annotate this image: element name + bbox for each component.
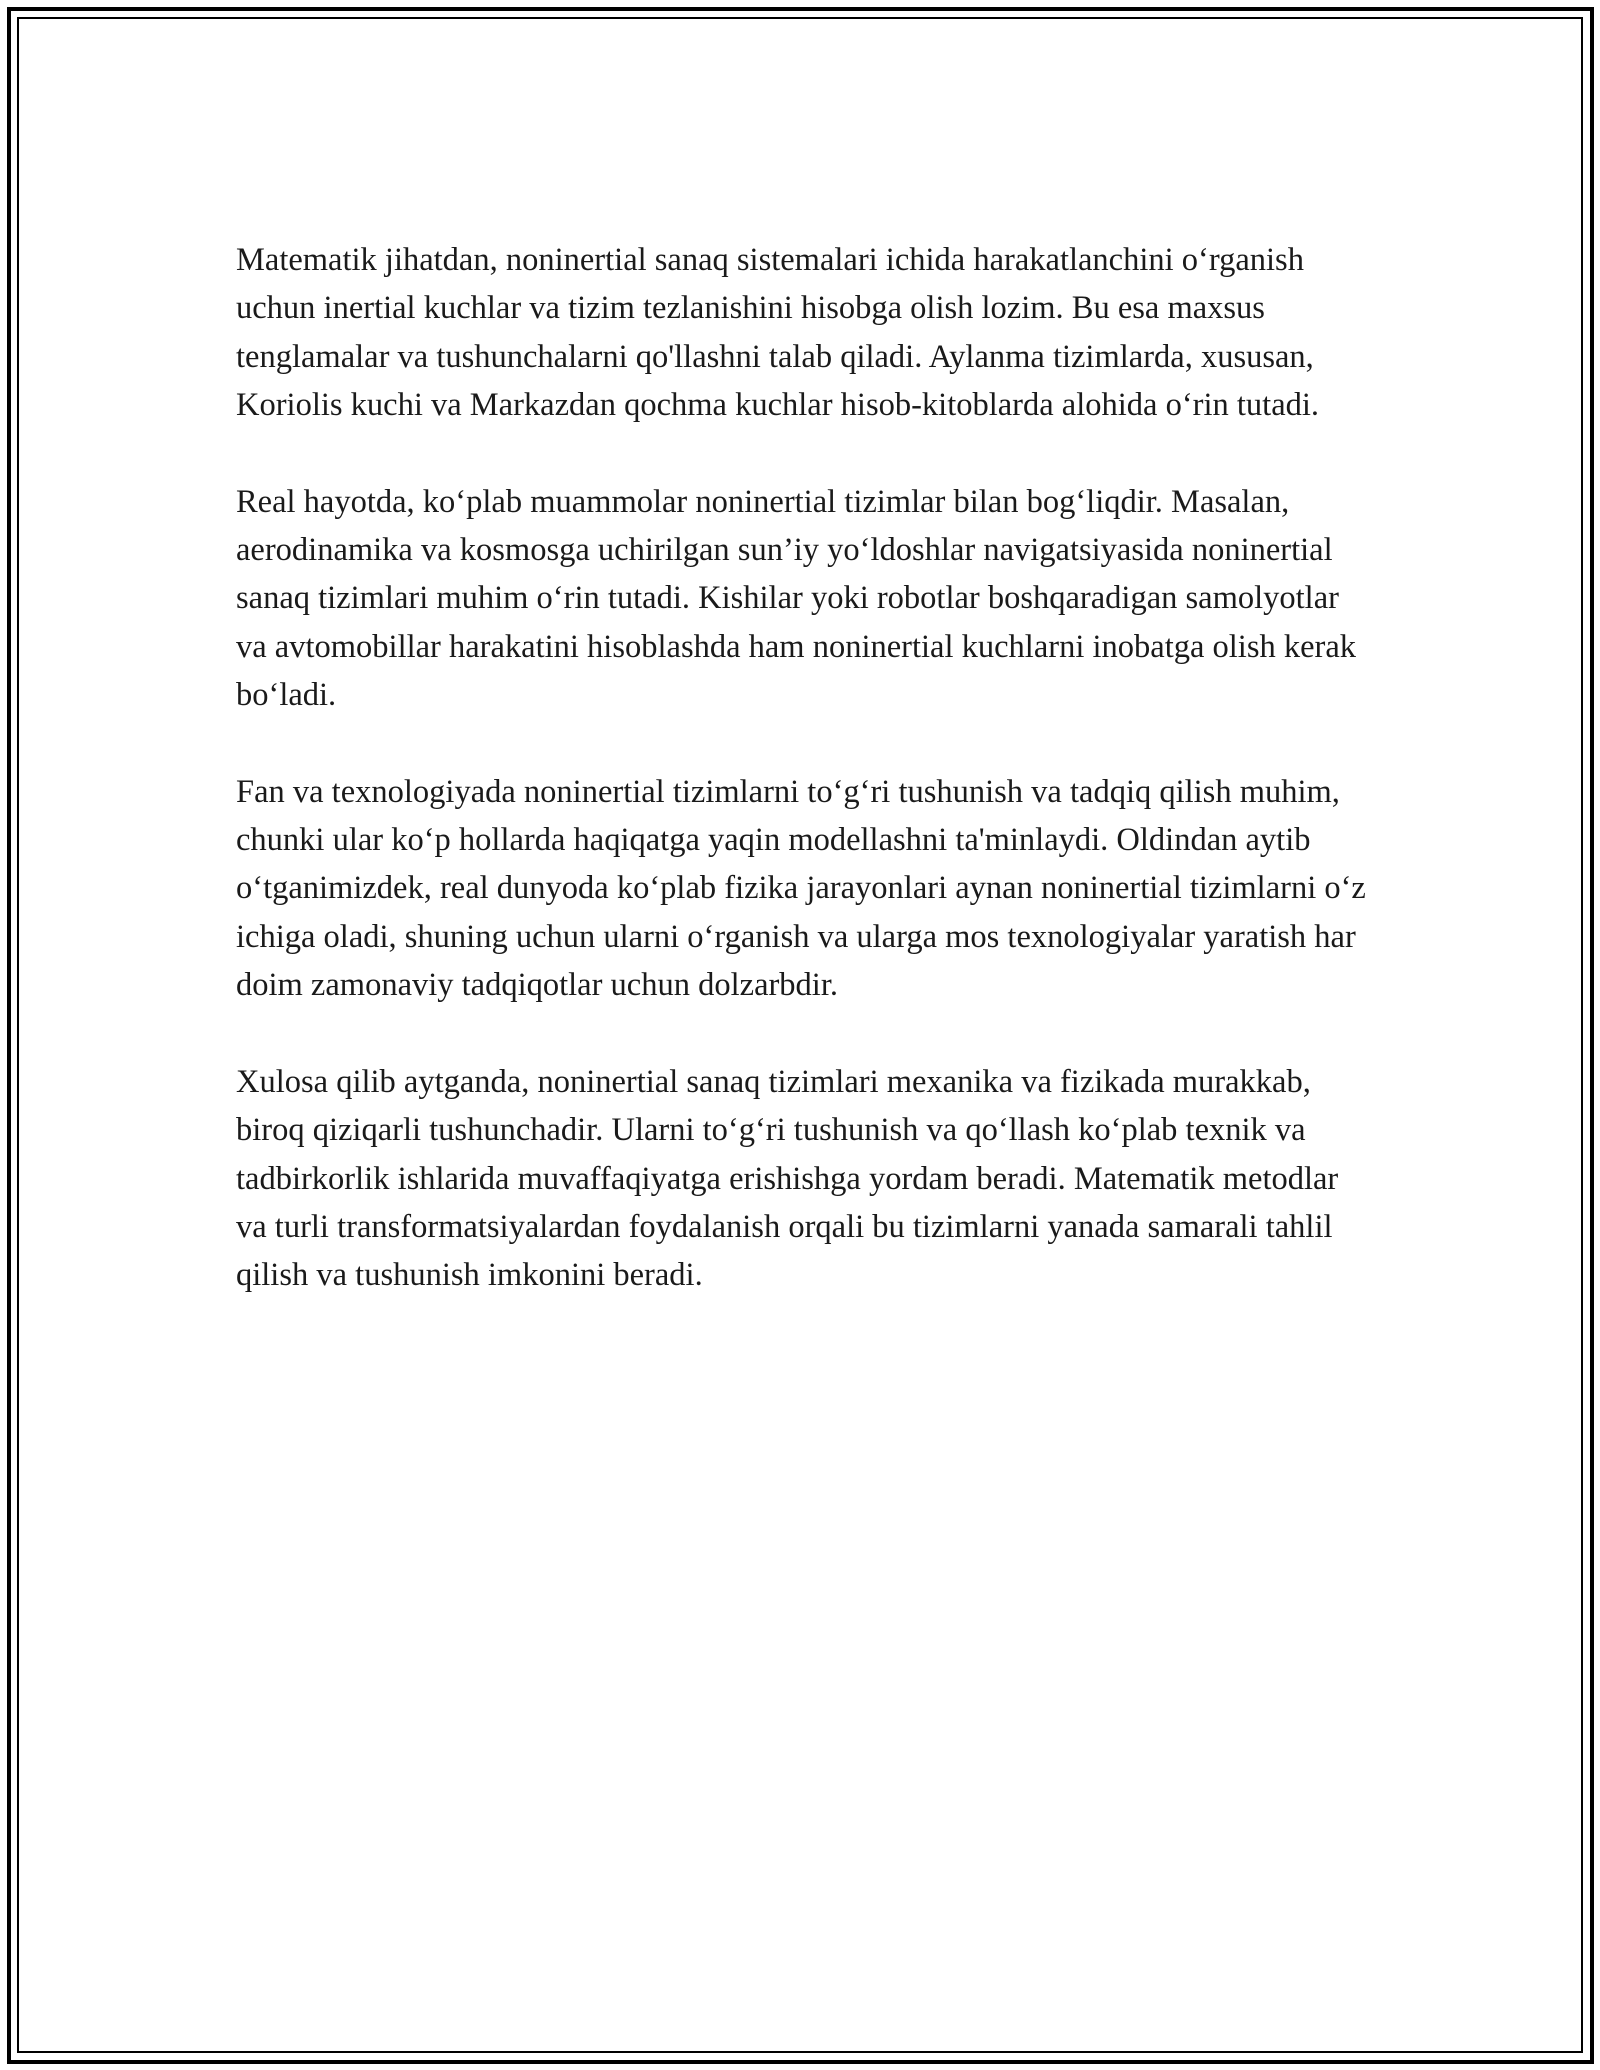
paragraph-1: Matematik jihatdan, noninertial sanaq sistemalari ichida harakatlanchini o‘rganish uchun inertial kuchlar va tizim tezlanishini hisobga olish lozim. Bu esa maxsus tenglamalar va tushunchalarni qo'llashni talab qiladi. Aylanma tizimlarda, xususan, Koriolis kuchi va Markazdan qochma kuchlar hisob-kitoblarda alohida o‘rin tutadi. xyxy=(236,242,1320,424)
paragraph-2: Real hayotda, ko‘plab muammolar noninertial tizimlar bilan bog‘liqdir. Masalan, aerodinamika va kosmosga uchirilgan sun’iy yo‘ldoshlar navigatsiyasida noninertial sanaq tizimlari muhim o‘rin tutadi. Kishilar yoki robotlar boshqaradigan samolyotlar va avtomobillar harakatini hisoblashda ham noninertial kuchlarni inobatga olish kerak bo‘ladi. xyxy=(236,483,1357,714)
paragraph-3: Fan va texnologiyada noninertial tizimlarni to‘g‘ri tushunish va tadqiq qilish muhim, chunki ular ko‘p hollarda haqiqatga yaqin modellashni ta'minlaydi. Oldindan aytib o‘tganimizdek, real dunyoda ko‘plab fizika jarayonlari aynan noninertial tizimlarni o‘z ichiga oladi, shuning uchun ularni o‘rganish va ularga mos texnologiyalar yaratish har doim zamonaviy tadqiqotlar uchun dolzarbdir. xyxy=(236,773,1366,1004)
document-body xyxy=(236,236,1376,1348)
paragraph-4: Xulosa qilib aytganda, noninertial sanaq tizimlari mexanika va fizikada murakkab, biroq qiziqarli tushunchadir. Ularni to‘g‘ri tushunish va qo‘llash ko‘plab texnik va tadbirkorlik ishlarida muvaffaqiyatga erishishga yordam beradi. Matematik metodlar va turli transformatsiyalardan foydalanish orqali bu tizimlarni yanada samarali tahlil qilish va tushunish imkonini beradi. xyxy=(236,1063,1339,1294)
